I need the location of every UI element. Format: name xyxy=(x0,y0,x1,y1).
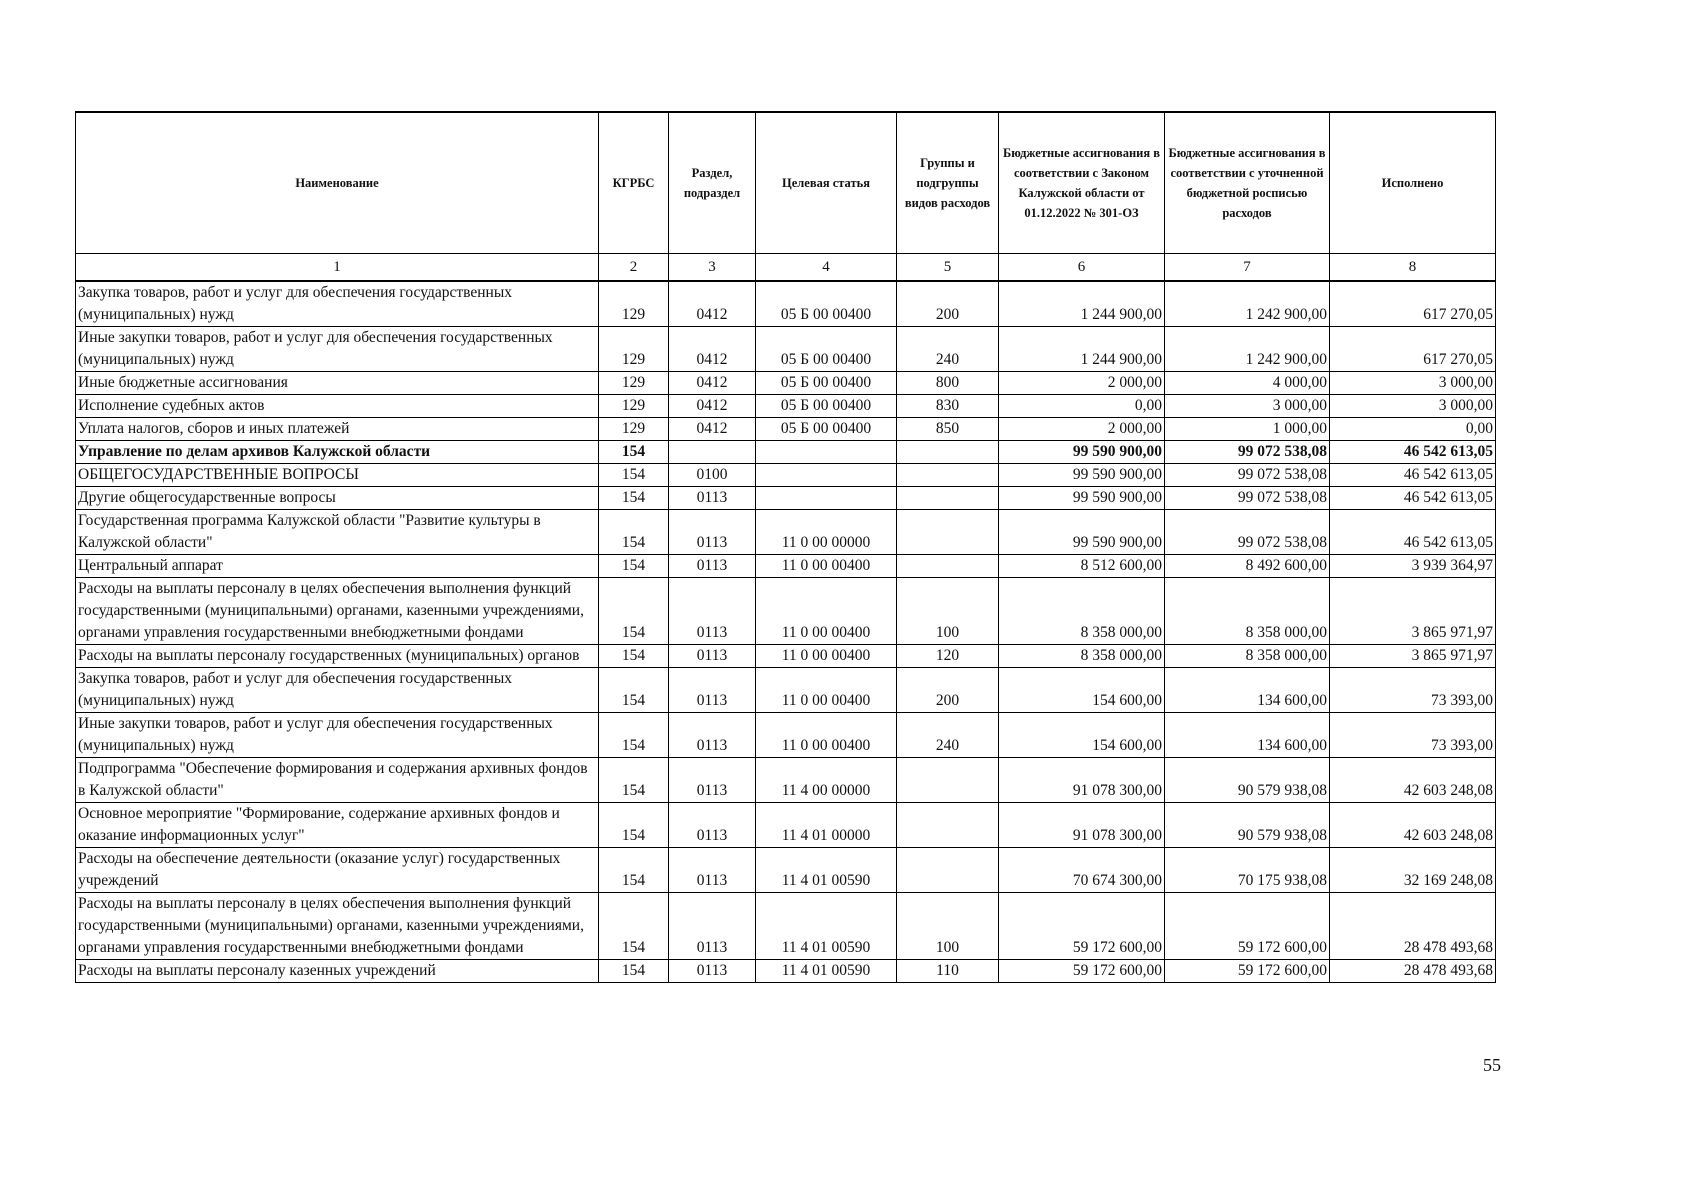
row-name: Иные бюджетные ассигнования xyxy=(76,372,599,395)
table-row xyxy=(76,464,1496,487)
row-expense-group: 110 xyxy=(897,960,999,983)
column-number: 3 xyxy=(669,254,756,282)
row-expense-group xyxy=(897,848,999,893)
header-section: Раздел, подраздел xyxy=(669,112,756,254)
table-row xyxy=(76,510,1496,555)
row-executed-amount: 73 393,00 xyxy=(1330,668,1496,713)
row-target xyxy=(756,441,897,464)
table-row xyxy=(76,395,1496,418)
row-law-amount: 8 512 600,00 xyxy=(999,555,1165,578)
row-refined-amount: 99 072 538,08 xyxy=(1165,487,1330,510)
row-expense-group: 800 xyxy=(897,372,999,395)
row-kgrbs: 154 xyxy=(599,960,669,983)
table-row xyxy=(76,713,1496,758)
column-number-row xyxy=(76,254,1496,282)
table-row xyxy=(76,848,1496,893)
row-name: Расходы на выплаты персоналу в целях обеспечения выполнения функций государственными (муниципальными) органами, казенными учреждениями, органами управления государственными внебюджетными фондами xyxy=(76,578,599,645)
row-target: 05 Б 00 00400 xyxy=(756,418,897,441)
column-number: 4 xyxy=(756,254,897,282)
row-refined-amount: 99 072 538,08 xyxy=(1165,464,1330,487)
row-section: 0113 xyxy=(669,803,756,848)
row-name: Закупка товаров, работ и услуг для обеспечения государственных (муниципальных) нужд xyxy=(76,281,599,327)
header-refined: Бюджетные ассигнования в соответствии с уточненной бюджетной росписью расходов xyxy=(1165,112,1330,254)
row-law-amount: 2 000,00 xyxy=(999,418,1165,441)
row-target: 05 Б 00 00400 xyxy=(756,327,897,372)
table-row xyxy=(76,645,1496,668)
row-law-amount: 8 358 000,00 xyxy=(999,645,1165,668)
header-kgrbs: КГРБС xyxy=(599,112,669,254)
row-section: 0113 xyxy=(669,758,756,803)
row-target: 11 4 01 00590 xyxy=(756,893,897,960)
row-section: 0113 xyxy=(669,848,756,893)
row-expense-group: 100 xyxy=(897,578,999,645)
row-law-amount: 91 078 300,00 xyxy=(999,758,1165,803)
column-number: 1 xyxy=(76,254,599,282)
row-expense-group xyxy=(897,758,999,803)
row-kgrbs: 154 xyxy=(599,668,669,713)
row-executed-amount: 73 393,00 xyxy=(1330,713,1496,758)
row-section: 0113 xyxy=(669,487,756,510)
row-refined-amount: 4 000,00 xyxy=(1165,372,1330,395)
row-refined-amount: 134 600,00 xyxy=(1165,713,1330,758)
header-name: Наименование xyxy=(76,112,599,254)
header-groups: Группы и подгруппы видов расходов xyxy=(897,112,999,254)
row-executed-amount: 3 000,00 xyxy=(1330,372,1496,395)
table-row xyxy=(76,555,1496,578)
row-law-amount: 0,00 xyxy=(999,395,1165,418)
row-section: 0113 xyxy=(669,510,756,555)
row-executed-amount: 3 939 364,97 xyxy=(1330,555,1496,578)
budget-execution-table xyxy=(75,111,1496,983)
row-kgrbs: 154 xyxy=(599,555,669,578)
row-target: 11 0 00 00400 xyxy=(756,668,897,713)
row-executed-amount: 46 542 613,05 xyxy=(1330,510,1496,555)
row-executed-amount: 3 000,00 xyxy=(1330,395,1496,418)
row-expense-group: 850 xyxy=(897,418,999,441)
row-executed-amount: 46 542 613,05 xyxy=(1330,487,1496,510)
row-law-amount: 1 244 900,00 xyxy=(999,281,1165,327)
row-refined-amount: 90 579 938,08 xyxy=(1165,758,1330,803)
row-name: Центральный аппарат xyxy=(76,555,599,578)
row-target: 11 0 00 00400 xyxy=(756,713,897,758)
row-law-amount: 99 590 900,00 xyxy=(999,441,1165,464)
table-row xyxy=(76,578,1496,645)
row-executed-amount: 3 865 971,97 xyxy=(1330,645,1496,668)
row-section: 0113 xyxy=(669,578,756,645)
row-expense-group xyxy=(897,487,999,510)
row-target: 11 4 00 00000 xyxy=(756,758,897,803)
header-executed: Исполнено xyxy=(1330,112,1496,254)
column-number: 8 xyxy=(1330,254,1496,282)
table-row xyxy=(76,327,1496,372)
row-name: Государственная программа Калужской области "Развитие культуры в Калужской области" xyxy=(76,510,599,555)
row-expense-group: 200 xyxy=(897,668,999,713)
row-executed-amount: 0,00 xyxy=(1330,418,1496,441)
row-refined-amount: 1 242 900,00 xyxy=(1165,327,1330,372)
row-kgrbs: 129 xyxy=(599,395,669,418)
row-target: 11 4 01 00000 xyxy=(756,803,897,848)
header-law: Бюджетные ассигнования в соответствии с Законом Калужской области от 01.12.2022 № 301-ОЗ xyxy=(999,112,1165,254)
row-refined-amount: 70 175 938,08 xyxy=(1165,848,1330,893)
row-executed-amount: 3 865 971,97 xyxy=(1330,578,1496,645)
row-refined-amount: 8 492 600,00 xyxy=(1165,555,1330,578)
table-row xyxy=(76,487,1496,510)
row-section: 0100 xyxy=(669,464,756,487)
row-section: 0113 xyxy=(669,555,756,578)
row-kgrbs: 129 xyxy=(599,372,669,395)
table-row xyxy=(76,758,1496,803)
row-expense-group: 830 xyxy=(897,395,999,418)
row-target: 05 Б 00 00400 xyxy=(756,395,897,418)
row-name: Иные закупки товаров, работ и услуг для обеспечения государственных (муниципальных) нужд xyxy=(76,713,599,758)
row-name: Расходы на выплаты персоналу государственных (муниципальных) органов xyxy=(76,645,599,668)
row-target: 11 4 01 00590 xyxy=(756,960,897,983)
row-name: Уплата налогов, сборов и иных платежей xyxy=(76,418,599,441)
row-law-amount: 59 172 600,00 xyxy=(999,893,1165,960)
row-executed-amount: 42 603 248,08 xyxy=(1330,758,1496,803)
row-section: 0412 xyxy=(669,395,756,418)
row-target: 11 4 01 00590 xyxy=(756,848,897,893)
row-law-amount: 70 674 300,00 xyxy=(999,848,1165,893)
column-number: 7 xyxy=(1165,254,1330,282)
row-kgrbs: 129 xyxy=(599,418,669,441)
table-row xyxy=(76,668,1496,713)
row-law-amount: 154 600,00 xyxy=(999,713,1165,758)
row-name: Расходы на обеспечение деятельности (оказание услуг) государственных учреждений xyxy=(76,848,599,893)
row-name: ОБЩЕГОСУДАРСТВЕННЫЕ ВОПРОСЫ xyxy=(76,464,599,487)
row-expense-group xyxy=(897,510,999,555)
column-number: 6 xyxy=(999,254,1165,282)
row-kgrbs: 129 xyxy=(599,327,669,372)
row-expense-group: 100 xyxy=(897,893,999,960)
row-refined-amount: 59 172 600,00 xyxy=(1165,893,1330,960)
row-target: 05 Б 00 00400 xyxy=(756,372,897,395)
row-target: 11 0 00 00000 xyxy=(756,510,897,555)
row-expense-group: 240 xyxy=(897,327,999,372)
row-target xyxy=(756,487,897,510)
row-executed-amount: 28 478 493,68 xyxy=(1330,960,1496,983)
row-section: 0412 xyxy=(669,327,756,372)
row-name: Исполнение судебных актов xyxy=(76,395,599,418)
row-refined-amount: 134 600,00 xyxy=(1165,668,1330,713)
row-target: 11 0 00 00400 xyxy=(756,555,897,578)
row-section: 0412 xyxy=(669,281,756,327)
row-executed-amount: 46 542 613,05 xyxy=(1330,464,1496,487)
row-name: Подпрограмма "Обеспечение формирования и содержания архивных фондов в Калужской области" xyxy=(76,758,599,803)
row-executed-amount: 42 603 248,08 xyxy=(1330,803,1496,848)
row-target: 11 0 00 00400 xyxy=(756,645,897,668)
row-refined-amount: 59 172 600,00 xyxy=(1165,960,1330,983)
table-row xyxy=(76,372,1496,395)
row-expense-group xyxy=(897,464,999,487)
row-law-amount: 99 590 900,00 xyxy=(999,510,1165,555)
row-refined-amount: 99 072 538,08 xyxy=(1165,441,1330,464)
row-name: Расходы на выплаты персоналу казенных учреждений xyxy=(76,960,599,983)
row-name: Расходы на выплаты персоналу в целях обеспечения выполнения функций государственными (муниципальными) органами, казенными учреждениями, органами управления государственными внебюджетными фондами xyxy=(76,893,599,960)
row-name: Другие общегосударственные вопросы xyxy=(76,487,599,510)
table-row xyxy=(76,418,1496,441)
row-kgrbs: 129 xyxy=(599,281,669,327)
column-number: 5 xyxy=(897,254,999,282)
row-expense-group xyxy=(897,555,999,578)
row-section: 0113 xyxy=(669,668,756,713)
page-number: 55 xyxy=(1483,1055,1501,1075)
row-law-amount: 99 590 900,00 xyxy=(999,487,1165,510)
row-section: 0113 xyxy=(669,960,756,983)
row-kgrbs: 154 xyxy=(599,510,669,555)
row-target: 05 Б 00 00400 xyxy=(756,281,897,327)
row-refined-amount: 3 000,00 xyxy=(1165,395,1330,418)
row-section: 0113 xyxy=(669,893,756,960)
row-executed-amount: 617 270,05 xyxy=(1330,327,1496,372)
row-name: Закупка товаров, работ и услуг для обеспечения государственных (муниципальных) нужд xyxy=(76,668,599,713)
row-kgrbs: 154 xyxy=(599,848,669,893)
row-refined-amount: 1 242 900,00 xyxy=(1165,281,1330,327)
row-law-amount: 1 244 900,00 xyxy=(999,327,1165,372)
table-header-row xyxy=(76,112,1496,254)
row-kgrbs: 154 xyxy=(599,645,669,668)
row-kgrbs: 154 xyxy=(599,758,669,803)
row-kgrbs: 154 xyxy=(599,487,669,510)
row-section xyxy=(669,441,756,464)
row-law-amount: 2 000,00 xyxy=(999,372,1165,395)
row-executed-amount: 28 478 493,68 xyxy=(1330,893,1496,960)
row-kgrbs: 154 xyxy=(599,578,669,645)
header-target: Целевая статья xyxy=(756,112,897,254)
row-law-amount: 59 172 600,00 xyxy=(999,960,1165,983)
row-refined-amount: 1 000,00 xyxy=(1165,418,1330,441)
row-refined-amount: 8 358 000,00 xyxy=(1165,578,1330,645)
row-kgrbs: 154 xyxy=(599,893,669,960)
row-executed-amount: 617 270,05 xyxy=(1330,281,1496,327)
table-row xyxy=(76,960,1496,983)
row-kgrbs: 154 xyxy=(599,803,669,848)
table-row xyxy=(76,893,1496,960)
column-number: 2 xyxy=(599,254,669,282)
row-expense-group: 120 xyxy=(897,645,999,668)
row-law-amount: 91 078 300,00 xyxy=(999,803,1165,848)
row-law-amount: 8 358 000,00 xyxy=(999,578,1165,645)
row-kgrbs: 154 xyxy=(599,713,669,758)
row-target xyxy=(756,464,897,487)
row-section: 0113 xyxy=(669,713,756,758)
row-expense-group xyxy=(897,803,999,848)
row-section: 0412 xyxy=(669,372,756,395)
row-executed-amount: 46 542 613,05 xyxy=(1330,441,1496,464)
row-expense-group: 200 xyxy=(897,281,999,327)
row-section: 0113 xyxy=(669,645,756,668)
table-row xyxy=(76,441,1496,464)
row-law-amount: 154 600,00 xyxy=(999,668,1165,713)
table-body xyxy=(76,281,1496,983)
row-expense-group: 240 xyxy=(897,713,999,758)
row-name: Основное мероприятие "Формирование, содержание архивных фондов и оказание информационных услуг" xyxy=(76,803,599,848)
row-kgrbs: 154 xyxy=(599,441,669,464)
table-row xyxy=(76,803,1496,848)
row-executed-amount: 32 169 248,08 xyxy=(1330,848,1496,893)
row-expense-group xyxy=(897,441,999,464)
row-target: 11 0 00 00400 xyxy=(756,578,897,645)
table-row xyxy=(76,281,1496,327)
row-refined-amount: 8 358 000,00 xyxy=(1165,645,1330,668)
row-refined-amount: 99 072 538,08 xyxy=(1165,510,1330,555)
row-refined-amount: 90 579 938,08 xyxy=(1165,803,1330,848)
row-name: Управление по делам архивов Калужской области xyxy=(76,441,599,464)
row-section: 0412 xyxy=(669,418,756,441)
row-name: Иные закупки товаров, работ и услуг для обеспечения государственных (муниципальных) нужд xyxy=(76,327,599,372)
row-law-amount: 99 590 900,00 xyxy=(999,464,1165,487)
row-kgrbs: 154 xyxy=(599,464,669,487)
